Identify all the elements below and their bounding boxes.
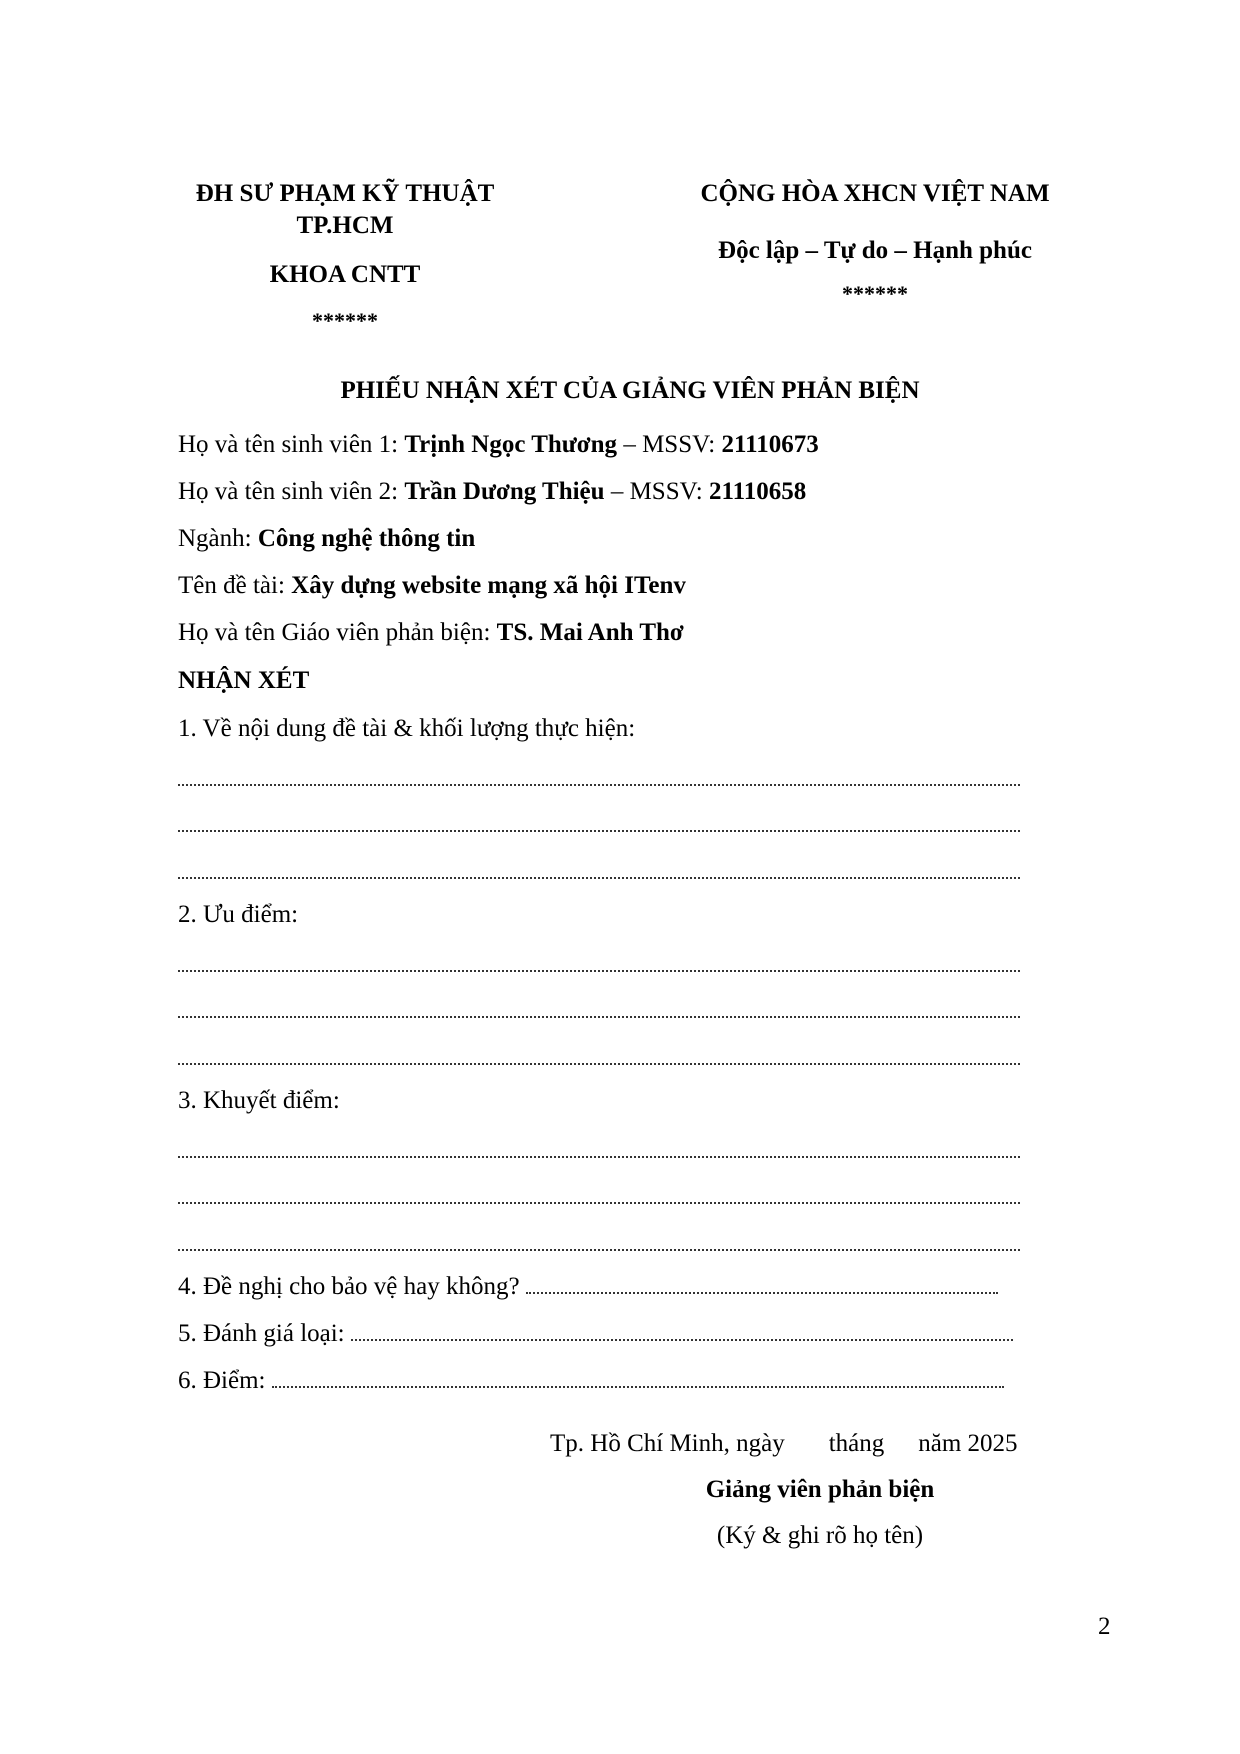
country-name: CỘNG HÒA XHCN VIỆT NAM — [700, 180, 1050, 207]
page-number: 2 — [1098, 1613, 1111, 1640]
rating-line — [178, 1320, 1013, 1348]
section-score-label: 6. Điểm: — [178, 1367, 266, 1394]
score-line — [178, 1367, 1004, 1395]
student1-mssv-label: – MSSV: — [617, 431, 722, 458]
place-date-text: Tp. Hồ Chí Minh, ngày — [550, 1430, 785, 1457]
student2-name: Trần Dương Thiệu — [404, 478, 605, 505]
score-answer-field[interactable] — [272, 1384, 1004, 1388]
student1-mssv: 21110673 — [721, 431, 819, 458]
topic-line — [178, 572, 686, 600]
major-line — [178, 525, 475, 553]
section-rating-label: 5. Đánh giá loại: — [178, 1320, 345, 1347]
weaknesses-answer-line-2[interactable] — [178, 1200, 1020, 1204]
signature-role: Giảng viên phản biện — [705, 1476, 935, 1503]
rating-answer-field[interactable] — [351, 1337, 1013, 1341]
weaknesses-answer-line-1[interactable] — [178, 1154, 1020, 1158]
major-value: Công nghệ thông tin — [257, 525, 476, 552]
topic-label: Tên đề tài: — [178, 572, 292, 599]
year-text: năm 2025 — [918, 1430, 1018, 1457]
university-name-line1: ĐH SƯ PHẠM KỸ THUẬT — [195, 180, 495, 207]
section-strengths-label: 2. Ưu điểm: — [178, 901, 299, 928]
reviewer-line — [178, 619, 684, 647]
defense-answer-field[interactable] — [526, 1290, 998, 1294]
month-text: tháng — [828, 1430, 885, 1457]
left-stars: ****** — [312, 308, 378, 333]
strengths-answer-line-2[interactable] — [178, 1014, 1020, 1018]
topic-value: Xây dựng website mạng xã hội ITenv — [291, 572, 686, 599]
section-defense-label: 4. Đề nghị cho bảo vệ hay không? — [178, 1273, 520, 1300]
weaknesses-answer-line-3[interactable] — [178, 1247, 1020, 1251]
student1-line — [178, 431, 819, 459]
strengths-answer-line-3[interactable] — [178, 1061, 1020, 1065]
content-answer-line-2[interactable] — [178, 828, 1020, 832]
faculty-name: KHOA CNTT — [269, 261, 421, 288]
major-label: Ngành: — [178, 525, 258, 552]
university-header — [160, 178, 530, 337]
reviewer-label: Họ và tên Giáo viên phản biện: — [178, 619, 497, 646]
section-weaknesses-label: 3. Khuyết điểm: — [178, 1087, 340, 1114]
signature-note: (Ký & ghi rõ họ tên) — [716, 1522, 924, 1549]
document-title: PHIẾU NHẬN XÉT CỦA GIẢNG VIÊN PHẢN BIỆN — [340, 377, 920, 404]
national-motto: Độc lập – Tự do – Hạnh phúc — [718, 237, 1032, 264]
right-stars: ****** — [842, 281, 908, 306]
content-answer-line-3[interactable] — [178, 875, 1020, 879]
comments-heading: NHẬN XÉT — [178, 667, 310, 694]
content-answer-line-1[interactable] — [178, 782, 1020, 786]
signature-place-date — [550, 1430, 1018, 1458]
defense-line — [178, 1273, 998, 1301]
university-name-line2: TP.HCM — [296, 212, 394, 239]
student1-name: Trịnh Ngọc Thương — [404, 431, 618, 458]
country-header — [665, 178, 1085, 307]
strengths-answer-line-1[interactable] — [178, 968, 1020, 972]
reviewer-value: TS. Mai Anh Thơ — [496, 619, 684, 646]
section-content-label: 1. Về nội dung đề tài & khối lượng thực hiện: — [178, 715, 636, 742]
student2-line — [178, 478, 806, 506]
student1-label: Họ và tên sinh viên 1: — [178, 431, 405, 458]
student2-label: Họ và tên sinh viên 2: — [178, 478, 405, 505]
student2-mssv-label: – MSSV: — [604, 478, 709, 505]
student2-mssv: 21110658 — [709, 478, 807, 505]
